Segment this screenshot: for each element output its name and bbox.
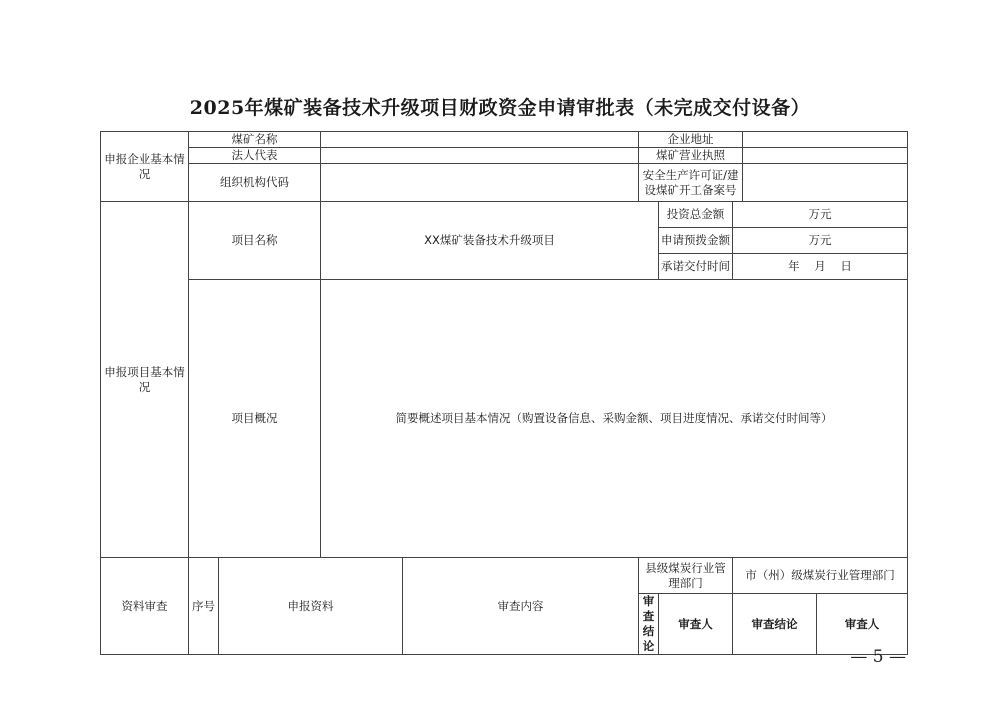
delivery-label: 承诺交付时间	[659, 254, 733, 280]
legal-rep-field[interactable]	[321, 148, 639, 164]
project-name-value[interactable]: XX煤矿装备技术升级项目	[321, 202, 659, 280]
county-conclusion-header: 审查结论	[639, 594, 659, 655]
review-col-materials: 申报资料	[219, 558, 403, 655]
city-conclusion-header: 审查结论	[733, 594, 817, 655]
org-code-field[interactable]	[321, 164, 639, 202]
page-number: — 5 —	[850, 647, 906, 667]
license-field[interactable]	[743, 148, 908, 164]
project-section-label: 申报项目基本情况	[101, 202, 189, 558]
license-label: 煤矿营业执照	[639, 148, 743, 164]
mine-name-label: 煤矿名称	[189, 132, 321, 148]
city-reviewer-header: 审查人	[817, 594, 908, 655]
delivery-field[interactable]: 年 月 日	[733, 254, 908, 280]
county-dept-header: 县级煤炭行业管理部门	[639, 558, 733, 594]
investment-label: 投资总金额	[659, 202, 733, 228]
safety-permit-field[interactable]	[743, 164, 908, 202]
county-reviewer-header: 审查人	[659, 594, 733, 655]
page-title: 2025年煤矿装备技术升级项目财政资金申请审批表（未完成交付设备）	[189, 97, 811, 119]
overview-field[interactable]: 简要概述项目基本情况（购置设备信息、采购金额、项目进度情况、承诺交付时间等）	[321, 280, 908, 558]
approval-form-table	[100, 131, 908, 655]
mine-name-field[interactable]	[321, 132, 639, 148]
review-col-content: 审查内容	[403, 558, 639, 655]
address-field[interactable]	[743, 132, 908, 148]
allocation-label: 申请预拨金额	[659, 228, 733, 254]
review-section-label: 资料审查	[101, 558, 189, 655]
company-section-label: 申报企业基本情况	[101, 132, 189, 202]
review-col-seq: 序号	[189, 558, 219, 655]
project-name-label: 项目名称	[189, 202, 321, 280]
overview-label: 项目概况	[189, 280, 321, 558]
legal-rep-label: 法人代表	[189, 148, 321, 164]
investment-field[interactable]: 万元	[733, 202, 908, 228]
allocation-field[interactable]: 万元	[733, 228, 908, 254]
city-dept-header: 市（州）级煤炭行业管理部门	[733, 558, 908, 594]
safety-permit-label: 安全生产许可证/建设煤矿开工备案号	[639, 164, 743, 202]
address-label: 企业地址	[639, 132, 743, 148]
org-code-label: 组织机构代码	[189, 164, 321, 202]
